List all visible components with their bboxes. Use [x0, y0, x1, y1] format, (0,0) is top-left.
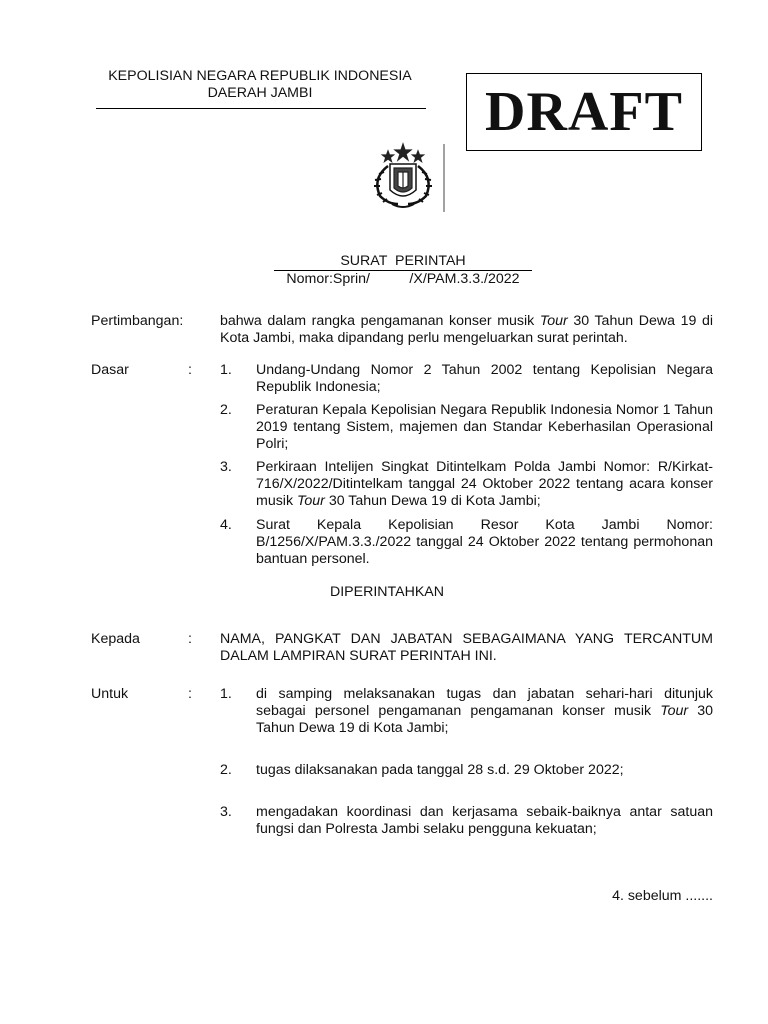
diperintahkan-heading: DIPERINTAHKAN — [329, 584, 445, 600]
police-emblem-icon — [358, 142, 448, 214]
dasar-item-4-number: 4. — [220, 517, 232, 533]
untuk-label: Untuk — [91, 686, 129, 702]
kepada-colon: : — [188, 631, 192, 647]
title-heading: SURAT PERINTAH — [274, 253, 532, 271]
institution-name: KEPOLISIAN NEGARA REPUBLIK INDONESIA — [108, 68, 412, 84]
dasar-item-3-text: Perkiraan Intelijen Singkat Ditintelkam Polda Jambi Nomor: R/Kirkat-716/X/2022/Ditintelkam tanggal 24 Oktober 2022 tentang acara konser musik Tour 30 Tahun Dewa 19 di Kota Jambi; — [256, 459, 713, 509]
untuk-item-2-number: 2. — [220, 762, 232, 778]
pertimbangan-label: Pertimbangan: — [91, 313, 184, 329]
dasar-item-4-text: Surat Kepala Kepolisian Resor Kota Jambi Nomor: B/1256/X/PAM.3.3./2022 tanggal 24 Oktober 2022 tentang permohonan bantuan personel. — [256, 517, 713, 567]
dasar-item-1-number: 1. — [220, 362, 232, 378]
dasar-item-1-text: Undang-Undang Nomor 2 Tahun 2002 tentang Kepolisian Negara Republik Indonesia; — [256, 362, 713, 395]
letterhead-underline — [96, 108, 426, 109]
untuk-item-3-number: 3. — [220, 804, 232, 820]
dasar-item-3-number: 3. — [220, 459, 232, 475]
kepada-label: Kepada — [91, 631, 140, 647]
kepada-text: NAMA, PANGKAT DAN JABATAN SEBAGAIMANA YANG TERCANTUM DALAM LAMPIRAN SURAT PERINTAH INI. — [220, 631, 713, 664]
dasar-item-2-text: Peraturan Kepala Kepolisian Negara Republik Indonesia Nomor 1 Tahun 2019 tentang Sistem, majemen dan Standar Keberhasilan Operasional Polri; — [256, 402, 713, 452]
untuk-colon: : — [188, 686, 192, 702]
untuk-item-1-number: 1. — [220, 686, 232, 702]
document-title — [274, 253, 532, 288]
title-number: Nomor:Sprin/ /X/PAM.3.3./2022 — [286, 271, 520, 287]
dasar-colon: : — [188, 362, 192, 378]
untuk-item-3-text: mengadakan koordinasi dan kerjasama sebaik-baiknya antar satuan fungsi dan Polresta Jambi selaku pengguna kekuatan; — [256, 804, 713, 837]
draft-stamp: DRAFT — [466, 73, 702, 151]
page-continuation: 4. sebelum ....... — [612, 888, 713, 904]
letterhead — [80, 68, 440, 102]
region-name: DAERAH JAMBI — [207, 85, 313, 101]
dasar-item-2-number: 2. — [220, 402, 232, 418]
pertimbangan-text: bahwa dalam rangka pengamanan konser musik Tour 30 Tahun Dewa 19 di Kota Jambi, maka dipandang perlu mengeluarkan surat perintah. — [220, 313, 713, 346]
untuk-item-2-text: tugas dilaksanakan pada tanggal 28 s.d. 29 Oktober 2022; — [256, 762, 624, 778]
dasar-label: Dasar — [91, 362, 129, 378]
untuk-item-1-text: di samping melaksanakan tugas dan jabatan sehari-hari ditunjuk sebagai personel pengamanan pengamanan konser musik Tour 30 Tahun Dewa 19 di Kota Jambi; — [256, 686, 713, 736]
